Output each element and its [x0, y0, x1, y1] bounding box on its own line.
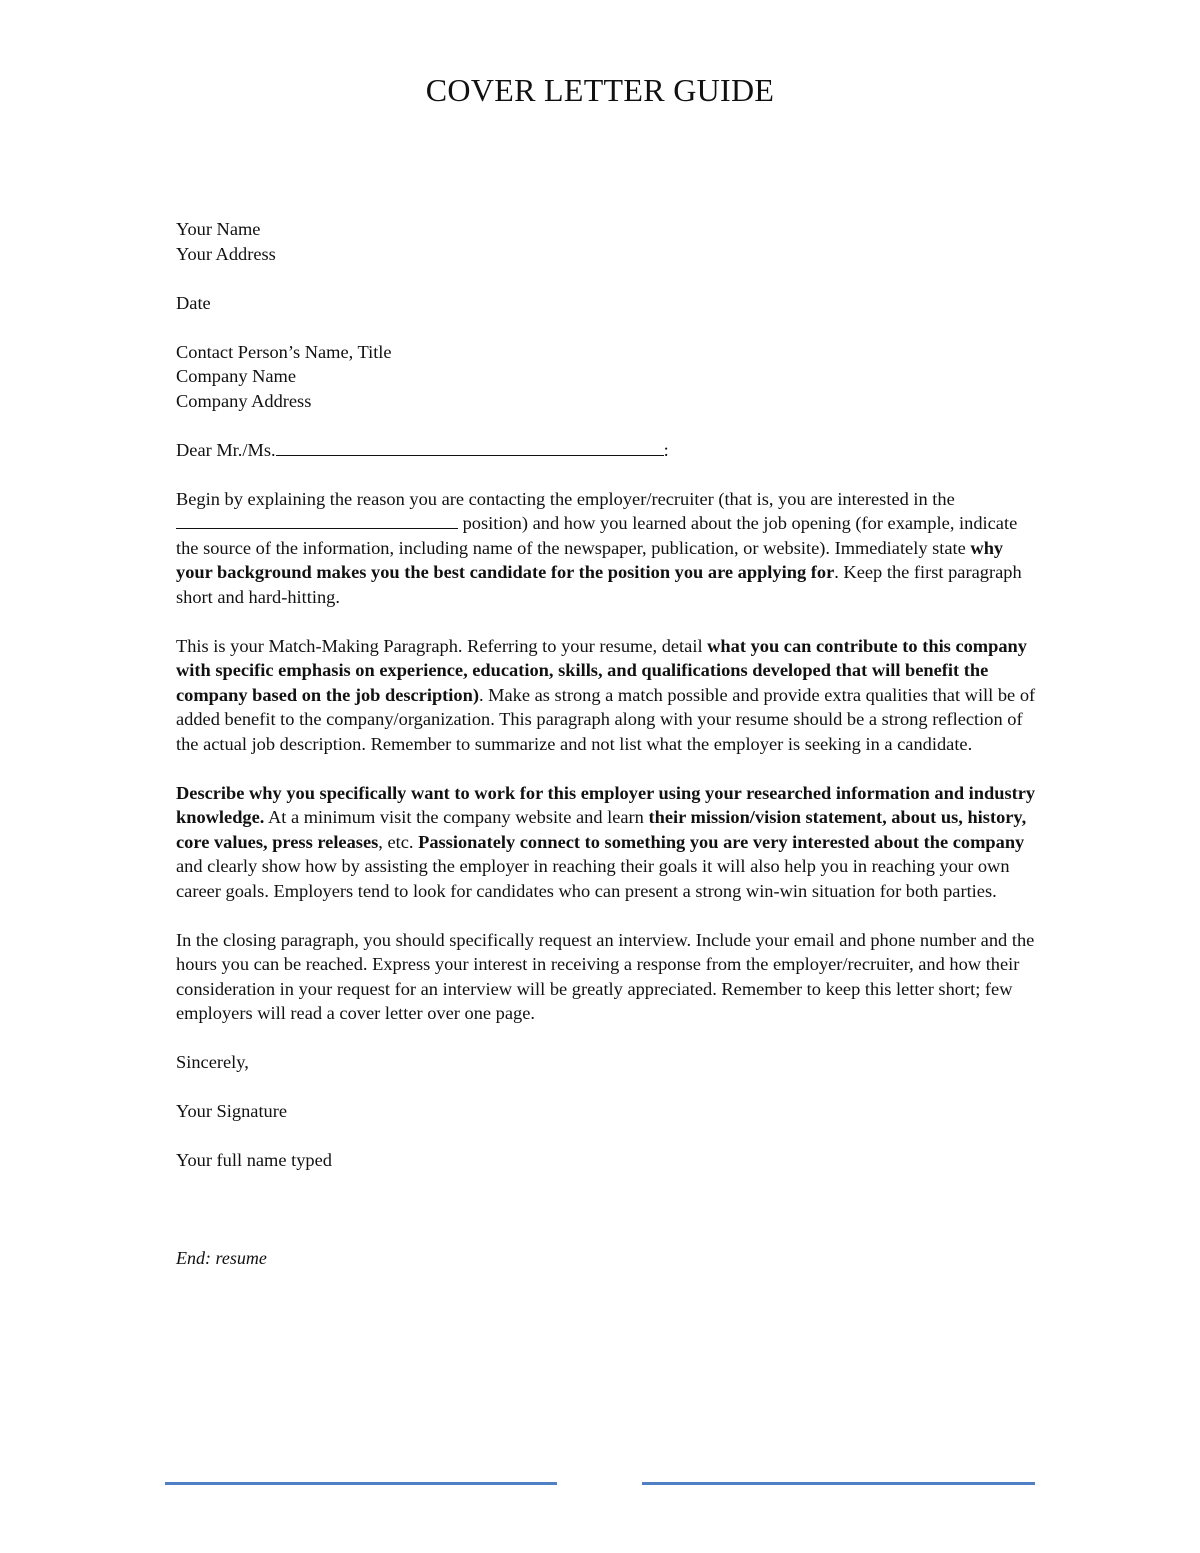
- recipient-address: Company Address: [176, 390, 312, 411]
- salutation-prefix: Dear Mr./Ms.: [176, 439, 276, 460]
- sender-address: Your Address: [176, 243, 276, 264]
- employer-paragraph: [176, 781, 1036, 904]
- employer-emphasis-1: Describe why you specifically want to work for this employer using your researched information and industry knowledge.: [176, 782, 1036, 827]
- employer-text-2: , etc.: [378, 831, 419, 852]
- opening-paragraph: [176, 487, 1036, 610]
- employer-emphasis-3: Passionately connect to something you are very interested about the company: [418, 831, 1025, 852]
- sender-name: Your Name: [176, 219, 261, 239]
- document-title: COVER LETTER GUIDE: [425, 72, 775, 108]
- opening-text-2: position) and how you learned about the job opening (for example, indicate the source of the information, including name of the newspaper, publication, or website). Immediately state: [176, 513, 1018, 558]
- signature-placeholder: Your Signature: [176, 1101, 288, 1121]
- recipient-contact: Contact Person’s Name, Title: [176, 341, 392, 362]
- matchmaking-paragraph: [176, 634, 1036, 757]
- recipient-company: Company Name: [176, 366, 297, 386]
- salutation-blank: [276, 439, 664, 456]
- letter-body: [176, 217, 1036, 1271]
- closing-text: In the closing paragraph, you should specifically request an interview. Include your email and phone number and the hours you can be reached. Express your interest in receiving a response from the employer/recruiter, and how their consideration in your request for an interview will be greatly appreciated. Remember to keep this letter short; few employers will read a cover letter over one page.: [176, 929, 1035, 1023]
- opening-text-1: Begin by explaining the reason you are contacting the employer/recruiter (that is, you are interested in the: [176, 488, 955, 509]
- position-blank: [176, 512, 458, 529]
- employer-text-3: and clearly show how by assisting the employer in reaching their goals it will also help you in reaching your own career goals. Employers tend to look for candidates who can present a strong win-win situation for both parties.: [176, 856, 1010, 901]
- closing-word: Sincerely,: [176, 1052, 249, 1072]
- typed-name: Your full name typed: [176, 1150, 332, 1170]
- employer-text-1: At a minimum visit the company website and learn: [264, 807, 649, 827]
- closing-paragraph: [176, 928, 1036, 1026]
- opening-emphasis: why your background makes you the best candidate for the position you are applying for: [176, 537, 1004, 582]
- salutation: [176, 438, 1036, 463]
- salutation-suffix: :: [663, 439, 669, 460]
- opening-text-3: . Keep the first paragraph short and hard-hitting.: [176, 562, 1022, 607]
- footer-rule-right: [642, 1482, 1035, 1485]
- end-note: End: resume: [176, 1248, 267, 1268]
- footer-rule-left: [165, 1482, 557, 1485]
- matchmaking-text-2: . Make as strong a match possible and provide extra qualities that will be of added benefit to the company/organization. This paragraph along with your resume should be a strong reflection of the actual job description. Remember to summarize and not list what the employer is seeking in a candidate.: [176, 684, 1036, 754]
- matchmaking-emphasis: what you can contribute to this company with specific emphasis on experience, education, skills, and qualifications developed that will benefit the company based on the job description): [176, 635, 1027, 705]
- employer-emphasis-2: their mission/vision statement, about us, history, core values, press releases: [176, 807, 1027, 852]
- matchmaking-text-1: This is your Match-Making Paragraph. Referring to your resume, detail: [176, 635, 708, 656]
- letter-date: Date: [176, 292, 211, 313]
